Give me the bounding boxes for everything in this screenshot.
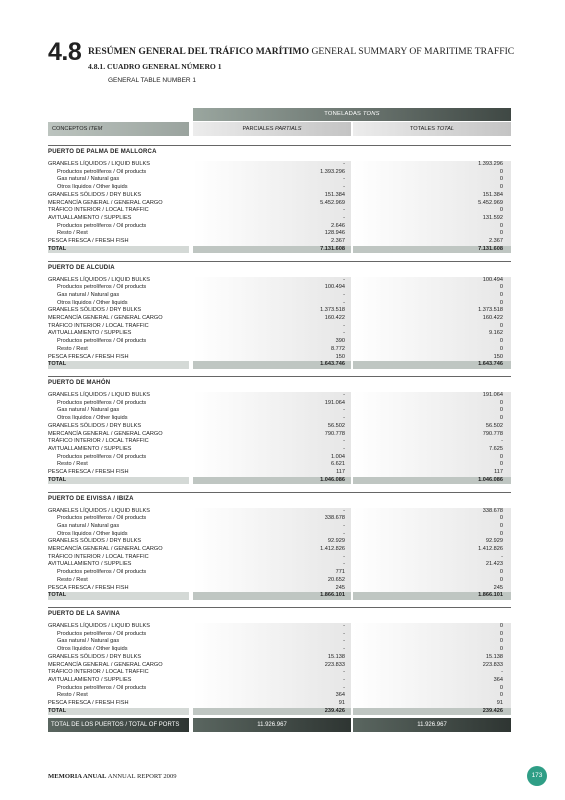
row-total: 1.412.826 <box>478 546 503 552</box>
row-partial: - <box>343 161 345 167</box>
footer-report-en: ANNUAL REPORT 2009 <box>107 773 177 780</box>
row-label: TRÁFICO INTERIOR / LOCAL TRAFFIC <box>48 669 149 676</box>
table-row <box>48 330 511 338</box>
row-partial: - <box>343 630 345 637</box>
row-label: MERCANCÍA GENERAL / GENERAL CARGO <box>48 199 163 206</box>
row-total: 245 <box>493 584 503 591</box>
row-partial: 1.004 <box>331 453 345 460</box>
row-total: 364 <box>493 676 503 683</box>
row-total: 150 <box>493 353 503 360</box>
row-label: Resto / Rest <box>57 230 88 237</box>
row-partial: - <box>343 530 345 537</box>
row-total: 0 <box>499 461 503 468</box>
row-partial: - <box>343 561 345 568</box>
row-partial: 92.929 <box>327 538 345 545</box>
row-partial: - <box>343 214 345 221</box>
row-label: Productos petrolíferos / Oil products <box>57 630 147 637</box>
row-partial: - <box>343 684 345 691</box>
row-label: Productos petrolíferos / Oil products <box>57 338 147 345</box>
row-total: 0 <box>499 692 503 699</box>
row-label: AVITUALLAMIENTO / SUPPLIES <box>48 330 132 337</box>
row-total: 0 <box>499 284 503 291</box>
row-label: MERCANCÍA GENERAL / GENERAL CARGO <box>48 546 163 552</box>
row-total: 7.625 <box>489 445 503 452</box>
table-row <box>48 569 511 577</box>
row-partial: - <box>343 445 345 452</box>
row-label: Productos petrolíferos / Oil products <box>57 284 147 291</box>
row-total: 191.064 <box>482 392 503 398</box>
port-total-label: TOTAL <box>48 245 67 252</box>
row-partial: 117 <box>336 469 345 475</box>
row-label: GRANELES SÓLIDOS / DRY BULKS <box>48 191 142 198</box>
port-total-row <box>48 708 511 716</box>
row-partial: - <box>343 507 345 514</box>
column-header-total-es: TOTALES <box>409 126 435 132</box>
table-row <box>48 346 511 354</box>
row-label: Gas natural / Natural gas <box>57 407 120 414</box>
row-total: 9.162 <box>489 330 503 337</box>
row-total: 0 <box>499 291 503 298</box>
port-total-partial: 7.131.608 <box>320 245 345 252</box>
table-row <box>48 354 511 362</box>
row-label: TRÁFICO INTERIOR / LOCAL TRAFFIC <box>48 553 149 560</box>
table-row <box>48 631 511 639</box>
table-row <box>48 508 511 516</box>
row-partial: 20.652 <box>327 576 345 583</box>
row-label: Otros líquidos / Other liquids <box>57 299 128 306</box>
row-total: 0 <box>499 299 503 306</box>
row-label: PESCA FRESCA / FRESH FISH <box>48 700 129 706</box>
row-partial: 128.946 <box>324 230 345 237</box>
row-partial: 338.678 <box>324 515 345 522</box>
port-total-total: 1.866.101 <box>478 592 503 599</box>
port-total-label: TOTAL <box>48 592 67 599</box>
row-partial: - <box>343 522 345 529</box>
table-row <box>48 623 511 631</box>
row-total: 117 <box>494 469 503 475</box>
row-total: 21.423 <box>485 561 503 568</box>
row-partial: - <box>343 299 345 306</box>
port-total-partial: 1.046.086 <box>320 476 345 483</box>
table-subtitle: 4.8.1. CUADRO GENERAL NÚMERO 1 <box>88 62 222 71</box>
row-label: PESCA FRESCA / FRESH FISH <box>48 353 129 360</box>
row-partial: 1.373.518 <box>320 307 345 314</box>
row-partial: 56.502 <box>327 422 345 429</box>
table-row <box>48 415 511 423</box>
row-partial: 191.064 <box>324 399 345 406</box>
row-total: 0 <box>499 345 503 352</box>
table-subtitle-en: GENERAL TABLE NUMBER 1 <box>108 77 197 84</box>
table-row <box>48 307 511 315</box>
row-total: 0 <box>499 515 503 522</box>
row-label: Productos petrolíferos / Oil products <box>57 684 147 691</box>
row-partial: 245 <box>335 584 345 591</box>
row-total: 0 <box>499 569 503 576</box>
row-total: 0 <box>499 646 503 653</box>
port-total-row <box>48 477 511 485</box>
column-header-partials <box>193 122 351 136</box>
row-partial: 151.384 <box>324 191 345 198</box>
port-total-total: 1.046.086 <box>478 476 503 483</box>
row-label: MERCANCÍA GENERAL / GENERAL CARGO <box>48 315 163 321</box>
row-partial: - <box>343 291 345 298</box>
row-total: 100.494 <box>482 276 503 283</box>
row-label: MERCANCÍA GENERAL / GENERAL CARGO <box>48 661 163 668</box>
table-row <box>48 523 511 531</box>
row-label: GRANELES LÍQUIDOS / LIQUID BULKS <box>48 623 150 629</box>
row-total: 0 <box>499 184 503 191</box>
row-total: 151.384 <box>482 191 503 198</box>
port-total-partial: 1.643.746 <box>320 361 345 368</box>
column-header-concept <box>48 122 189 136</box>
row-partial: 160.422 <box>324 315 345 321</box>
row-total: 91 <box>496 700 503 706</box>
port-section-title: PUERTO DE LA SAVINA <box>48 607 511 620</box>
table-row <box>48 554 511 562</box>
table-row <box>48 561 511 569</box>
row-label: GRANELES LÍQUIDOS / LIQUID BULKS <box>48 161 150 167</box>
section-title-es: RESÚMEN GENERAL DEL TRÁFICO MARÍTIMO <box>88 46 310 57</box>
row-total: 223.833 <box>482 661 503 668</box>
row-partial: 6.621 <box>331 461 345 468</box>
row-total: 0 <box>499 530 503 537</box>
row-partial: - <box>343 415 345 422</box>
row-total: 338.678 <box>482 507 503 514</box>
row-total: 0 <box>499 684 503 691</box>
port-section-title: PUERTO DE ALCUDIA <box>48 261 511 274</box>
row-total: 131.592 <box>482 214 503 221</box>
row-partial: 5.452.969 <box>320 199 345 206</box>
port-total-total: 239.426 <box>482 707 503 714</box>
section-number: 4.8 <box>48 38 82 66</box>
column-header-concept-es: CONCEPTOS <box>52 126 88 132</box>
row-total: 0 <box>499 230 503 237</box>
row-label: Otros líquidos / Other liquids <box>57 646 128 653</box>
row-partial: 364 <box>335 692 345 699</box>
row-total: 92.929 <box>485 538 503 545</box>
table-row <box>48 223 511 231</box>
port-total-label: TOTAL <box>48 476 67 483</box>
row-label: Productos petrolíferos / Oil products <box>57 399 147 406</box>
port-total-partial: 1.866.101 <box>320 592 345 599</box>
row-total: 0 <box>499 453 503 460</box>
port-total-label: TOTAL <box>48 361 67 368</box>
table-row <box>48 577 511 585</box>
row-total: 0 <box>499 207 503 214</box>
row-label: AVITUALLAMIENTO / SUPPLIES <box>48 214 132 221</box>
port-total-row <box>48 592 511 600</box>
row-partial: - <box>343 438 345 445</box>
row-label: PESCA FRESCA / FRESH FISH <box>48 584 129 591</box>
row-label: Otros líquidos / Other liquids <box>57 184 128 191</box>
row-total: 0 <box>499 522 503 529</box>
row-label: Resto / Rest <box>57 461 88 468</box>
row-partial: 2.646 <box>331 222 345 229</box>
grand-total-total: 11.926.967 <box>353 718 511 732</box>
row-partial: - <box>343 176 345 183</box>
table-row <box>48 546 511 554</box>
row-partial: 1.412.826 <box>320 546 345 552</box>
table-row <box>48 585 511 593</box>
table-row <box>48 461 511 469</box>
column-header-partials-es: PARCIALES <box>242 126 274 132</box>
column-header-partials-en: PARTIALS <box>275 126 302 132</box>
table-row <box>48 184 511 192</box>
table-row <box>48 230 511 238</box>
row-label: Productos petrolíferos / Oil products <box>57 453 147 460</box>
table-row <box>48 515 511 523</box>
table-row <box>48 700 511 708</box>
row-label: Otros líquidos / Other liquids <box>57 530 128 537</box>
table-row <box>48 685 511 693</box>
row-label: GRANELES LÍQUIDOS / LIQUID BULKS <box>48 276 150 283</box>
row-label: Productos petrolíferos / Oil products <box>57 168 147 175</box>
row-total: - <box>501 669 503 676</box>
row-total: 0 <box>499 322 503 329</box>
table-row <box>48 192 511 200</box>
row-label: TRÁFICO INTERIOR / LOCAL TRAFFIC <box>48 438 149 445</box>
table-row <box>48 315 511 323</box>
row-total: 2.367 <box>489 238 503 244</box>
row-label: AVITUALLAMIENTO / SUPPLIES <box>48 676 132 683</box>
column-header-concept-en: ITEM <box>88 126 103 132</box>
row-total: 0 <box>499 576 503 583</box>
port-total-partial: 239.426 <box>324 707 345 714</box>
section-title-en: GENERAL SUMMARY OF MARITIME TRAFFIC <box>311 46 515 57</box>
row-label: AVITUALLAMIENTO / SUPPLIES <box>48 561 132 568</box>
table-row <box>48 423 511 431</box>
footer-report-es: MEMORIA ANUAL <box>48 773 107 780</box>
port-section-title: PUERTO DE MAHÓN <box>48 376 511 389</box>
row-total: 0 <box>499 168 503 175</box>
port-section-title: PUERTO DE PALMA DE MALLORCA <box>48 145 511 158</box>
row-partial: 1.393.296 <box>320 168 345 175</box>
table-row <box>48 215 511 223</box>
table-row <box>48 176 511 184</box>
row-label: Resto / Rest <box>57 345 88 352</box>
row-partial: 223.833 <box>324 661 345 668</box>
row-total: 15.138 <box>485 653 503 660</box>
table-row <box>48 207 511 215</box>
row-total: 160.422 <box>482 315 503 321</box>
row-label: GRANELES SÓLIDOS / DRY BULKS <box>48 538 142 545</box>
row-partial: 150 <box>335 353 345 360</box>
table-row <box>48 161 511 169</box>
row-label: Gas natural / Natural gas <box>57 291 120 298</box>
row-total: 0 <box>499 222 503 229</box>
table-row <box>48 323 511 331</box>
row-total: 1.393.296 <box>478 161 503 167</box>
row-label: PESCA FRESCA / FRESH FISH <box>48 238 129 244</box>
row-partial: - <box>343 184 345 191</box>
row-label: GRANELES LÍQUIDOS / LIQUID BULKS <box>48 507 150 514</box>
row-label: Gas natural / Natural gas <box>57 522 120 529</box>
row-total: 5.452.969 <box>478 199 503 206</box>
row-label: GRANELES SÓLIDOS / DRY BULKS <box>48 653 142 660</box>
table-row <box>48 446 511 454</box>
port-total-label: TOTAL <box>48 707 67 714</box>
row-partial: 390 <box>335 338 345 345</box>
row-partial: 100.494 <box>324 284 345 291</box>
row-partial: 2.367 <box>331 238 345 244</box>
row-partial: - <box>343 330 345 337</box>
table-row <box>48 238 511 246</box>
table-row <box>48 407 511 415</box>
row-partial: - <box>343 407 345 414</box>
table-row <box>48 400 511 408</box>
table-row <box>48 538 511 546</box>
row-partial: 790.778 <box>324 430 345 437</box>
row-partial: 15.138 <box>327 653 345 660</box>
page-number: 173 <box>527 766 547 786</box>
row-label: TRÁFICO INTERIOR / LOCAL TRAFFIC <box>48 322 149 329</box>
row-partial: - <box>343 276 345 283</box>
row-partial: - <box>343 553 345 560</box>
row-total: 0 <box>499 638 503 645</box>
row-total: 0 <box>499 399 503 406</box>
row-partial: - <box>343 669 345 676</box>
row-total: 0 <box>499 415 503 422</box>
port-total-total: 7.131.608 <box>478 245 503 252</box>
section-title <box>88 46 514 57</box>
row-partial: - <box>343 623 345 629</box>
table-row <box>48 638 511 646</box>
table-row <box>48 669 511 677</box>
table-row <box>48 469 511 477</box>
port-section-title: PUERTO DE EIVISSA / IBIZA <box>48 492 511 505</box>
table-row <box>48 169 511 177</box>
row-label: Otros líquidos / Other liquids <box>57 415 128 422</box>
table-row <box>48 646 511 654</box>
row-label: GRANELES SÓLIDOS / DRY BULKS <box>48 307 142 314</box>
row-partial: - <box>343 646 345 653</box>
row-label: Resto / Rest <box>57 576 88 583</box>
port-total-total: 1.643.746 <box>478 361 503 368</box>
table-row <box>48 654 511 662</box>
table-row <box>48 392 511 400</box>
row-label: Gas natural / Natural gas <box>57 638 120 645</box>
row-partial: - <box>343 207 345 214</box>
row-total: 0 <box>499 338 503 345</box>
row-total: - <box>501 438 503 445</box>
row-partial: - <box>343 676 345 683</box>
row-total: 56.502 <box>485 422 503 429</box>
row-label: PESCA FRESCA / FRESH FISH <box>48 469 129 475</box>
table-row <box>48 692 511 700</box>
row-total: 0 <box>499 630 503 637</box>
row-label: MERCANCÍA GENERAL / GENERAL CARGO <box>48 430 163 437</box>
row-total: 0 <box>499 407 503 414</box>
row-label: Gas natural / Natural gas <box>57 176 120 183</box>
row-label: Resto / Rest <box>57 692 88 699</box>
row-partial: - <box>343 322 345 329</box>
row-label: GRANELES LÍQUIDOS / LIQUID BULKS <box>48 392 150 398</box>
port-total-row <box>48 361 511 369</box>
table-row <box>48 677 511 685</box>
tons-header <box>193 108 511 121</box>
row-label: Productos petrolíferos / Oil products <box>57 515 147 522</box>
page-footer <box>48 773 177 780</box>
row-total: 790.778 <box>482 430 503 437</box>
grand-total-label: TOTAL DE LOS PUERTOS / TOTAL OF PORTS <box>48 718 189 732</box>
row-total: 1.373.518 <box>478 307 503 314</box>
row-total: 0 <box>499 623 503 629</box>
row-label: GRANELES SÓLIDOS / DRY BULKS <box>48 422 142 429</box>
tons-header-es: TONELADAS <box>324 111 362 117</box>
table-row <box>48 292 511 300</box>
table-row <box>48 438 511 446</box>
table-row <box>48 277 511 285</box>
row-partial: - <box>343 392 345 398</box>
table-row <box>48 284 511 292</box>
row-partial: - <box>343 638 345 645</box>
row-total: 0 <box>499 176 503 183</box>
row-label: Productos petrolíferos / Oil products <box>57 569 147 576</box>
row-partial: 771 <box>335 569 345 576</box>
grand-total-partial: 11.926.967 <box>193 718 351 732</box>
table-row <box>48 338 511 346</box>
row-partial: 8.772 <box>331 345 345 352</box>
column-header-total-en: TOTAL <box>436 126 455 132</box>
column-header-total <box>353 122 511 136</box>
row-total: - <box>501 553 503 560</box>
row-partial: 91 <box>338 700 345 706</box>
tons-header-en: TONS <box>362 111 380 117</box>
table-row <box>48 454 511 462</box>
row-label: Productos petrolíferos / Oil products <box>57 222 147 229</box>
port-total-row <box>48 246 511 254</box>
row-label: AVITUALLAMIENTO / SUPPLIES <box>48 445 132 452</box>
row-label: TRÁFICO INTERIOR / LOCAL TRAFFIC <box>48 207 149 214</box>
